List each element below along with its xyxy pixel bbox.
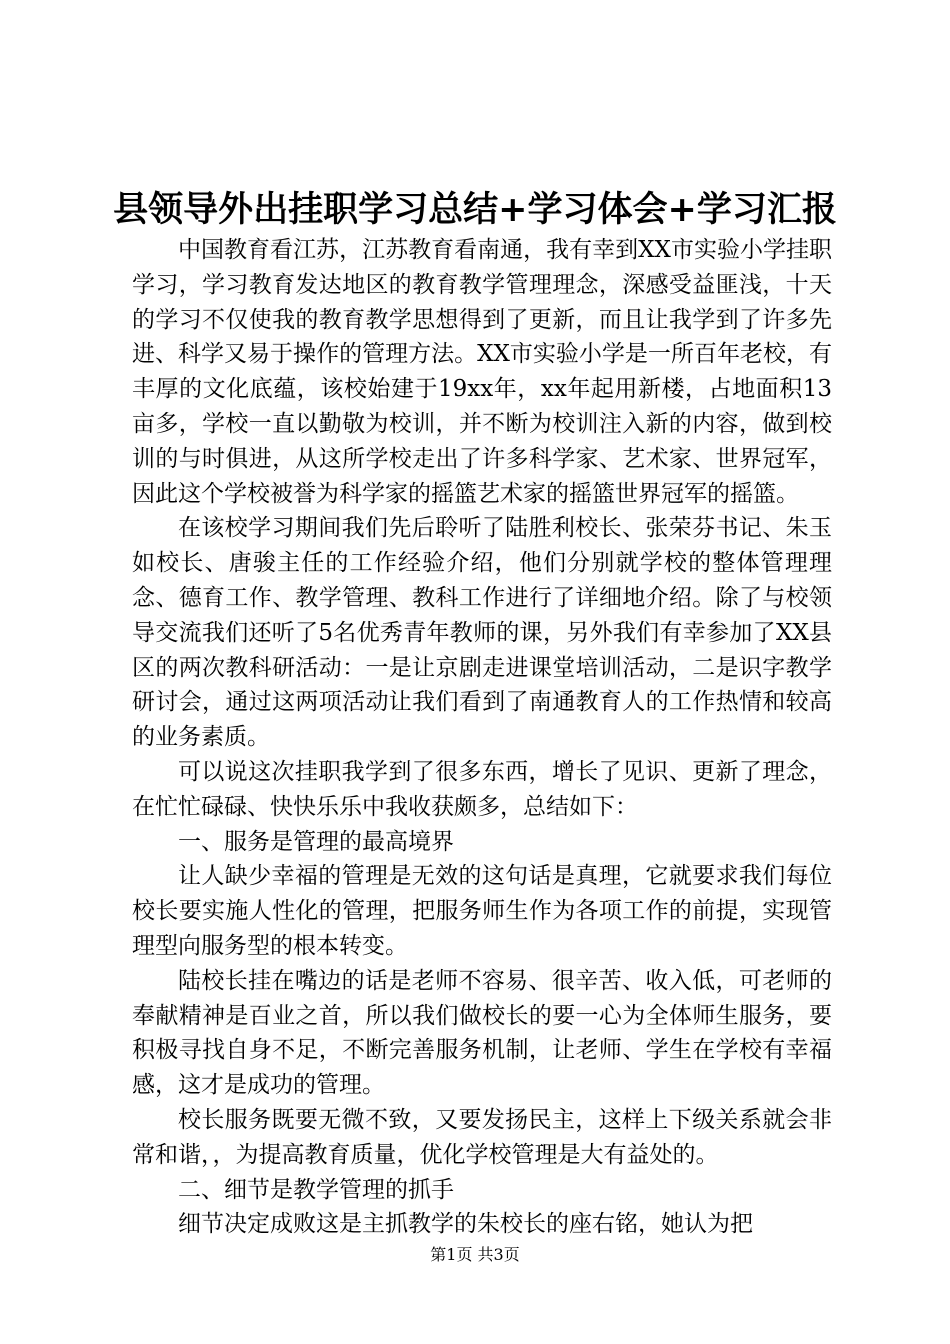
section-heading-2: 二、细节是教学管理的抓手 xyxy=(178,1176,454,1203)
page-footer: 第1页 共3页 xyxy=(430,1245,520,1264)
paragraph-study-period: 在该校学习期间我们先后聆听了陆胜利校长、张荣芬书记、朱玉如校长、唐骏主任的工作经验介绍，他们分别就学校的整体管理理念、德育工作、教学管理、教科工作进行了详细地介绍。除了与校领导交流我们还听了5名优秀青年教师的课，另外我们有幸参加了XX县区的两次教科研活动：一是让京剧走进课堂培训活动，二是识字教学研讨会，通过这两项活动让我们看到了南通教育人的工作热情和较高的业务素质。 xyxy=(132,515,832,751)
section-heading-1: 一、服务是管理的最高境界 xyxy=(178,828,454,855)
paragraph-section1-b: 陆校长挂在嘴边的话是老师不容易、很辛苦、收入低，可老师的奉献精神是百业之首，所以我们做校长的要一心为全体师生服务，要积极寻找自身不足，不断完善服务机制，让老师、学生在学校有幸福感，这才是成功的管理。 xyxy=(132,967,832,1099)
document-title: 县领导外出挂职学习总结+学习体会+学习汇报 xyxy=(113,190,837,230)
paragraph-intro: 中国教育看江苏，江苏教育看南通，我有幸到XX市实验小学挂职学习，学习教育发达地区的教育教学管理理念，深感受益匪浅，十天的学习不仅使我的教育教学思想得到了更新，而且让我学到了许多先进、科学又易于操作的管理方法。XX市实验小学是一所百年老校，有丰厚的文化底蕴，该校始建于19xx年，xx年起用新楼，占地面积13亩多，学校一直以勤敬为校训，并不断为校训注入新的内容，做到校训的与时俱进，从这所学校走出了许多科学家、艺术家、世界冠军，因此这个学校被誉为科学家的摇篮艺术家的摇篮世界冠军的摇篮。 xyxy=(132,237,832,507)
document-body xyxy=(132,233,832,1242)
paragraph-section1-c: 校长服务既要无微不致，又要发扬民主，这样上下级关系就会非常和谐，，为提高教育质量，优化学校管理是大有益处的。 xyxy=(132,1106,832,1168)
paragraph-summary-lead: 可以说这次挂职我学到了很多东西，增长了见识、更新了理念，在忙忙碌碌、快快乐乐中我收获颇多，总结如下： xyxy=(132,758,832,820)
paragraph-section2-a: 细节决定成败这是主抓教学的朱校长的座右铭，她认为把 xyxy=(178,1211,753,1238)
paragraph-section1-a: 让人缺少幸福的管理是无效的这句话是真理，它就要求我们每位校长要实施人性化的管理，把服务师生作为各项工作的前提，实现管理型向服务型的根本转变。 xyxy=(132,863,832,959)
